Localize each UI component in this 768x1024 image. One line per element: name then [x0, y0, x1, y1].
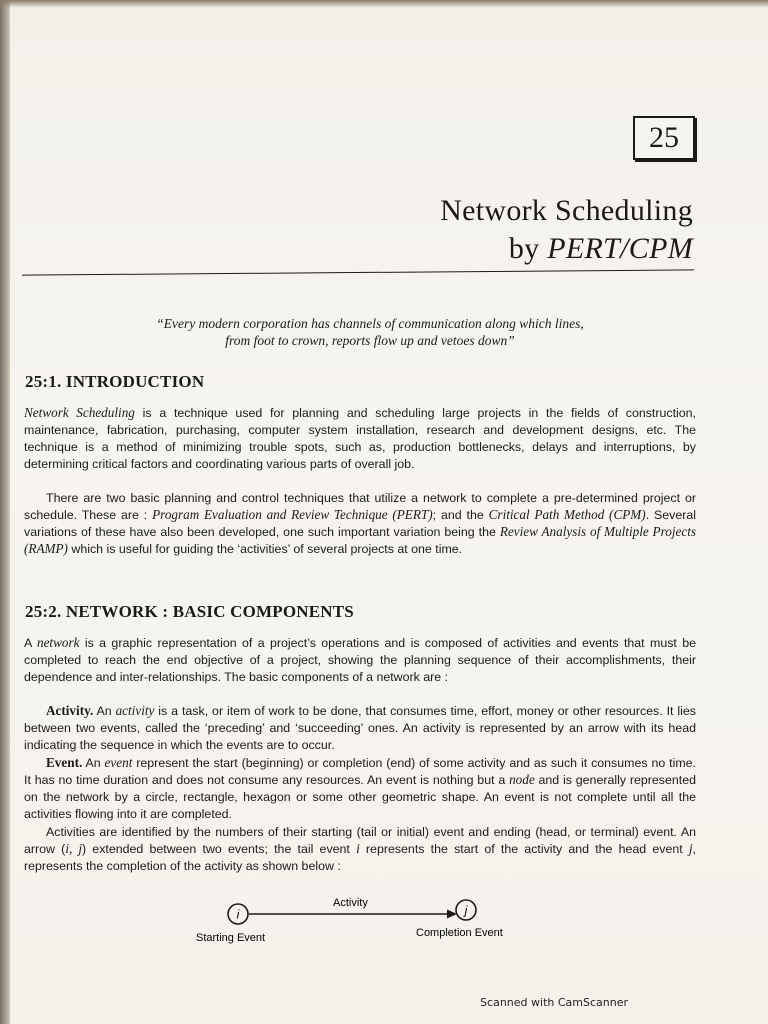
- starting-event-label: Starting Event: [196, 932, 266, 944]
- epigraph-quote: [60, 315, 680, 349]
- quote-line1: “Every modern corporation has channels of communication along which lines,: [156, 316, 584, 331]
- page-shadow-left: [0, 0, 10, 1024]
- network-paragraph-1: A network is a graphic representation of a project’s operations and is composed of activities and events that must be completed to reach the end objective of a project, showing the planning sequence of their accomplishments, their dependence and inter-relationships. The basic components of a network are :: [24, 635, 696, 684]
- start-node-label: i: [236, 907, 240, 922]
- activity-label: Activity: [333, 897, 368, 909]
- page-shadow-top: [0, 0, 768, 8]
- event-definition: Event. An event represent the start (beginning) or completion (end) of some activity and as such it consumes no time. It has no time duration and does not consume any resources. An event is nothing but a node and is generally represented on the network by a circle, rectangle, hexagon or some other geometric shape. An event is not complete until all the activities flowing into it are completed.: [24, 755, 696, 821]
- activity-identification-paragraph: Activities are identified by the numbers of their starting (tail or initial) event and ending (head, or terminal) event. An arrow (i, j) extended between two events; the tail event i represents the start of the activity and the head event j, represents the completion of the activity as shown below :: [24, 825, 696, 873]
- quote-line2: from foot to crown, reports flow up and vetoes down”: [225, 333, 515, 348]
- section-heading-network-components: 25:2. NETWORK : BASIC COMPONENTS: [25, 602, 354, 621]
- chapter-title: [440, 192, 693, 268]
- intro-paragraph-1: Network Scheduling is a technique used for planning and scheduling large projects in the fields of construction, maintenance, fabrication, purchasing, computer system installation, research and development designs, etc. The technique is a method of minimizing trouble spots, such as, production bottlenecks, delays and interruptions, by determining critical factors and coordinating various parts of overall job.: [24, 405, 696, 471]
- title-rule: [22, 269, 694, 275]
- scanner-watermark: Scanned with CamScanner: [480, 996, 628, 1009]
- chapter-number-box: 25: [633, 116, 695, 160]
- section-heading-introduction: 25:1. INTRODUCTION: [25, 372, 205, 391]
- chapter-title-line2: by PERT/CPM: [508, 232, 693, 265]
- intro-paragraph-2: There are two basic planning and control techniques that utilize a network to complete a pre-determined project or schedule. These are : Program Evaluation and Review Technique (PERT); and the Critical Path Method (CPM). Several variations of these have also been developed, one such important variation being the Review Analysis of Multiple Projects (RAMP) which is useful for guiding the ‘activities’ of several projects at one time.: [24, 491, 697, 556]
- completion-event-label: Completion Event: [416, 927, 503, 939]
- activity-definition: Activity. An activity is a task, or item of work to be done, that consumes time, effort, money or other resources. It lies between two events, called the ‘preceding’ and ‘succeeding’ ones. An activity is represented by an arrow with its head indicating the sequence in which the events are to occur.: [24, 703, 696, 752]
- activity-arrow-diagram: [180, 890, 560, 950]
- chapter-title-line1: Network Scheduling: [440, 194, 693, 227]
- end-node-label: j: [464, 903, 468, 918]
